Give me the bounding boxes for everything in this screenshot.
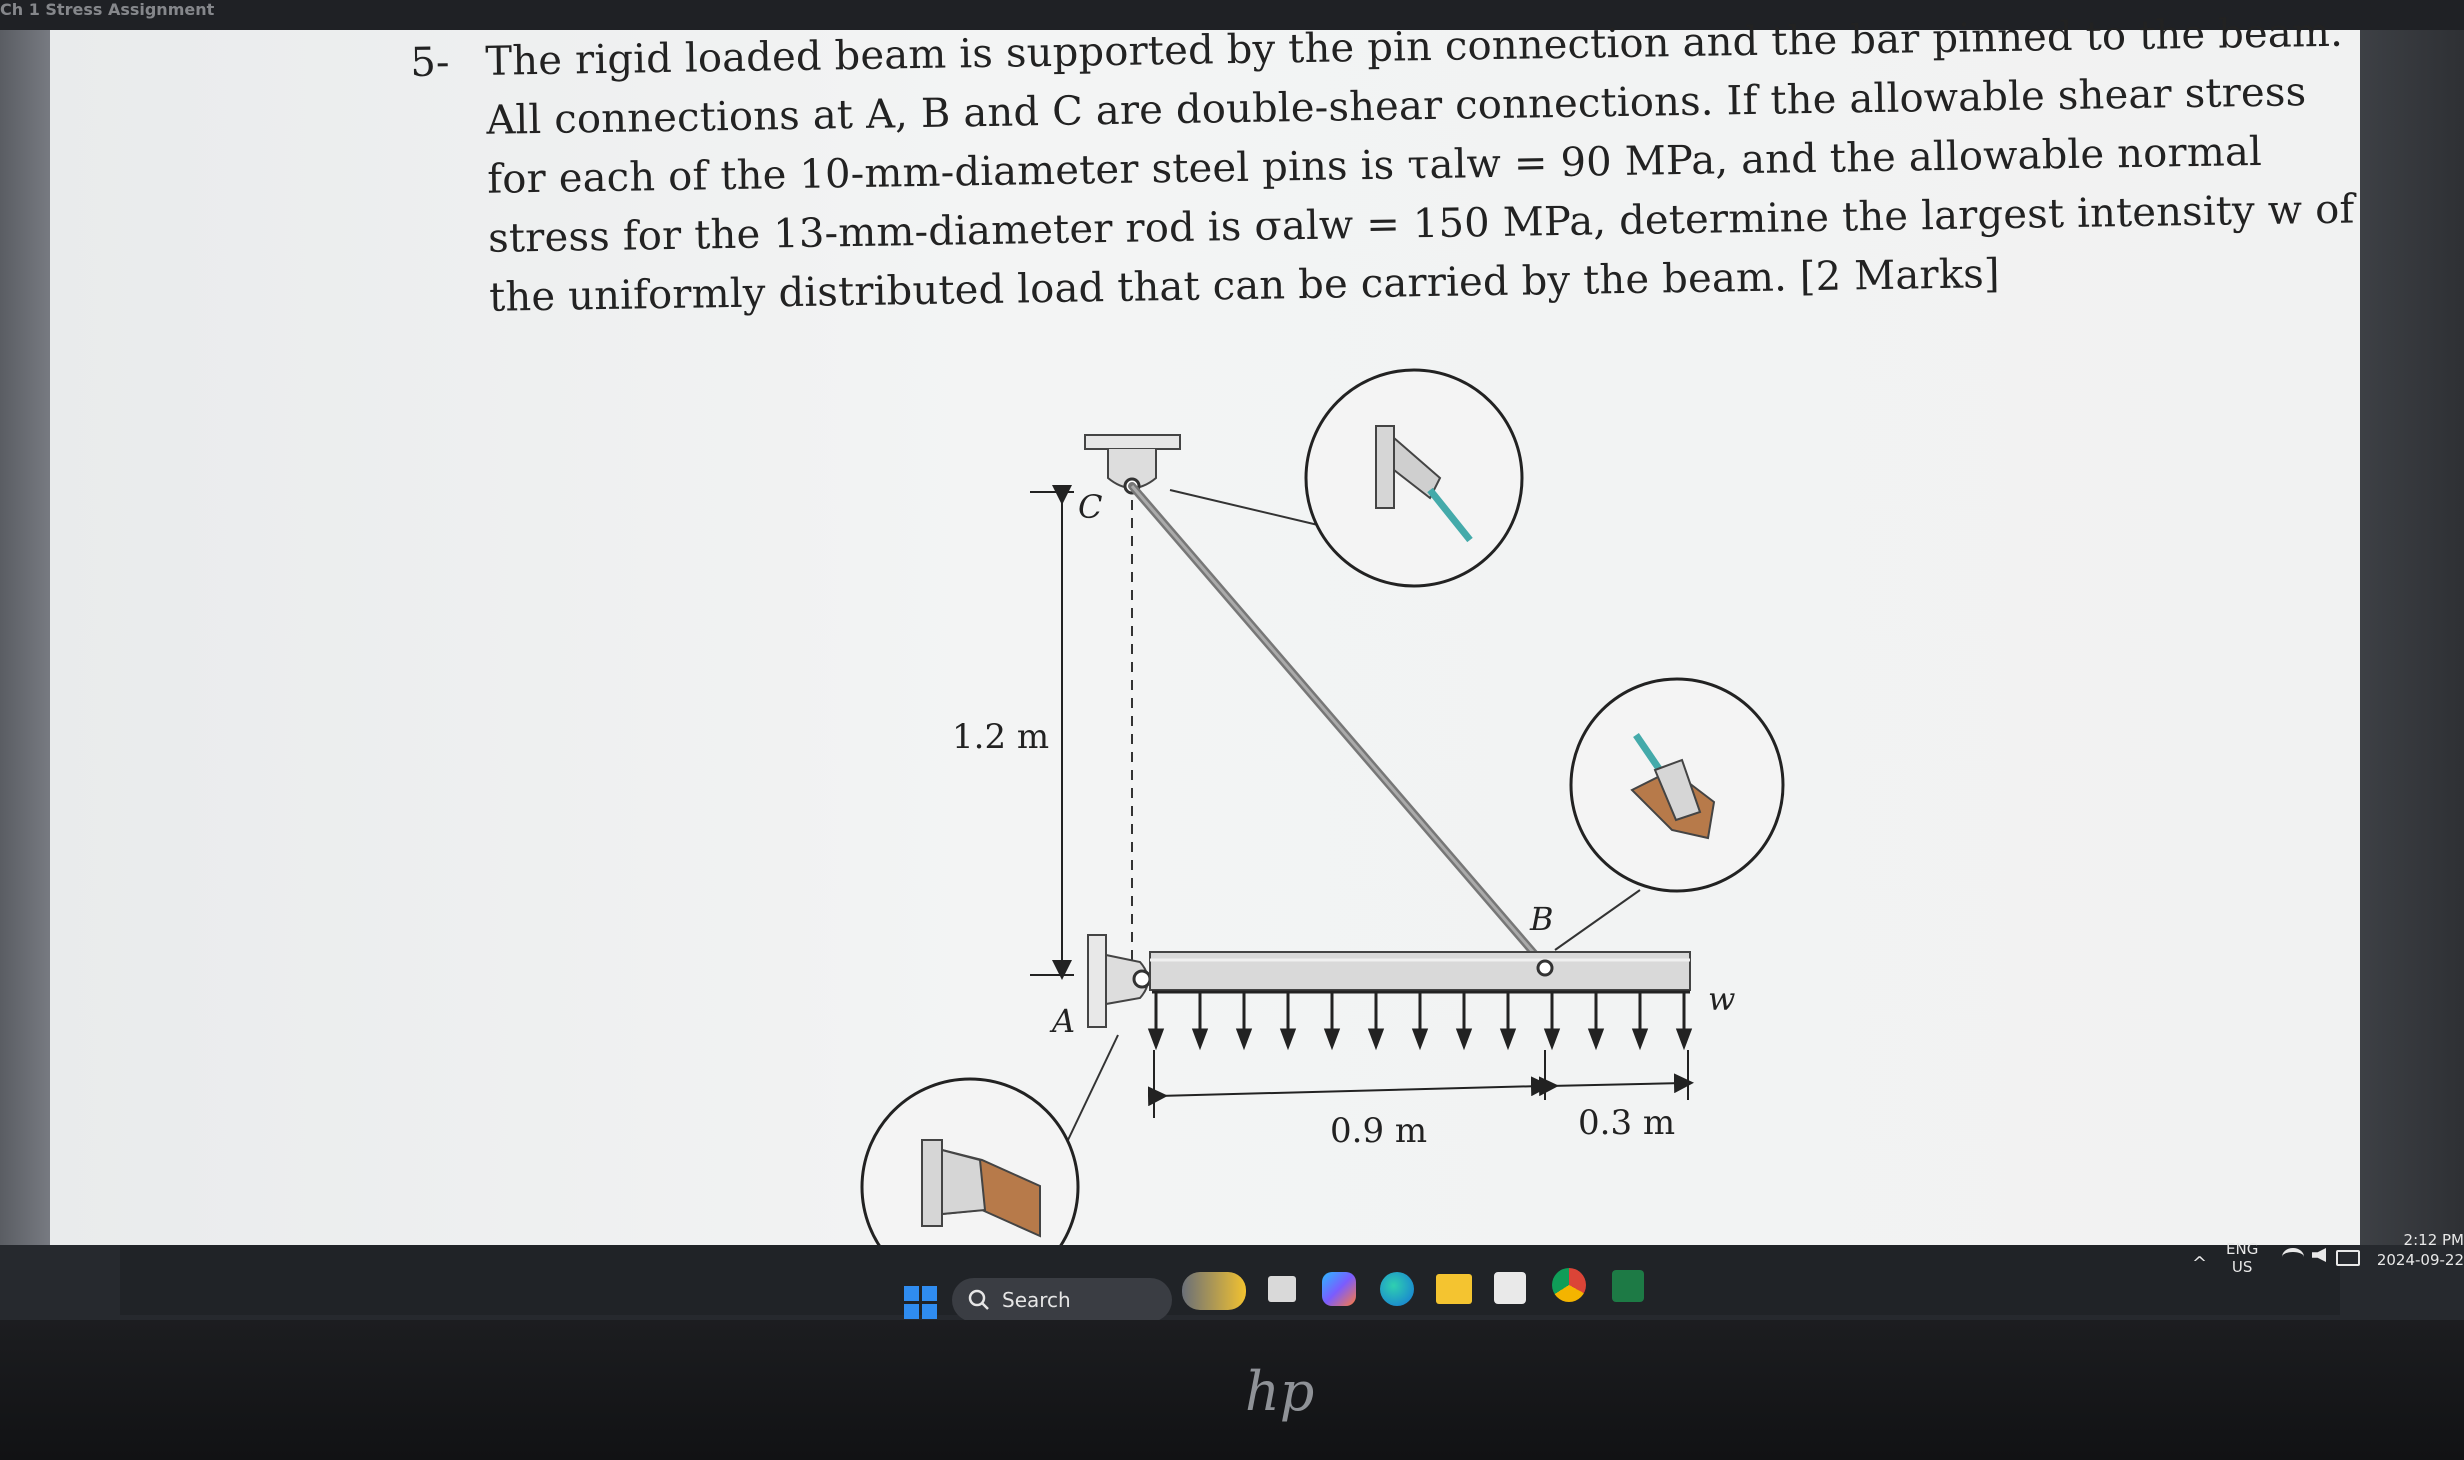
dim-line-right <box>1549 1083 1684 1086</box>
task-view-icon[interactable] <box>1268 1276 1296 1302</box>
region-label: US <box>2231 1258 2253 1276</box>
height-dimension-label: 1.2 m <box>952 717 1050 757</box>
wifi-icon[interactable] <box>2282 1248 2304 1266</box>
taskbar-search-box[interactable] <box>952 1278 1172 1322</box>
distributed-load <box>1150 992 1690 1046</box>
pin-b <box>1538 961 1552 975</box>
language-indicator[interactable] <box>2226 1240 2258 1276</box>
edge-icon[interactable] <box>1380 1272 1414 1306</box>
copilot-icon[interactable] <box>1322 1272 1356 1306</box>
excel-icon[interactable] <box>1612 1270 1644 1302</box>
label-c: C <box>1078 488 1103 526</box>
wall-plate <box>1088 935 1106 1027</box>
topbar-title: Ch 1 Stress Assignment <box>0 0 215 19</box>
search-icon <box>968 1289 990 1311</box>
problem-line-3: for each of the 10-mm-diameter steel pins is τalw = 90 MPa, and the allowable normal <box>486 128 2263 203</box>
problem-line-4: stress for the 13-mm-diameter rod is σalw = 150 MPa, determine the largest intensity w of <box>487 186 2355 262</box>
hp-logo: hp <box>1245 1360 1315 1423</box>
clock[interactable] <box>2376 1230 2464 1270</box>
problem-line-1: The rigid loaded beam is supported by the pin connection and the bar pinned to the beam. <box>485 9 2344 85</box>
language-label: ENG <box>2226 1240 2259 1258</box>
widgets-icon[interactable] <box>1182 1272 1246 1310</box>
clock-time: 2:12 PM <box>2403 1231 2464 1249</box>
load-intensity-label: w <box>1708 980 1736 1018</box>
problem-line-2: All connections at A, B and C are double-shear connections. If the allowable shear stress <box>486 69 2307 144</box>
ceiling-plate <box>1085 435 1180 449</box>
battery-icon[interactable] <box>2336 1250 2360 1266</box>
tray-chevron-icon[interactable]: ^ <box>2192 1253 2208 1274</box>
rigid-beam <box>1150 952 1690 990</box>
pin-a <box>1134 971 1150 987</box>
store-icon[interactable] <box>1494 1272 1526 1304</box>
file-explorer-icon[interactable] <box>1436 1274 1472 1304</box>
monitor-bezel-bottom <box>0 1320 2464 1460</box>
label-b: B <box>1530 900 1554 938</box>
problem-number: 5- <box>410 39 450 86</box>
windows-start-icon[interactable] <box>904 1286 938 1320</box>
clock-date: 2024-09-22 <box>2376 1251 2464 1269</box>
problem-line-5: the uniformly distributed load that can be carried by the beam. [2 Marks] <box>488 251 2001 321</box>
label-a: A <box>1052 1002 1076 1040</box>
dim-label-right: 0.3 m <box>1578 1103 1676 1143</box>
search-label: Search <box>1002 1288 1071 1312</box>
dim-label-left: 0.9 m <box>1330 1111 1428 1151</box>
dim-line-left <box>1158 1086 1541 1096</box>
chrome-icon[interactable] <box>1552 1268 1586 1302</box>
